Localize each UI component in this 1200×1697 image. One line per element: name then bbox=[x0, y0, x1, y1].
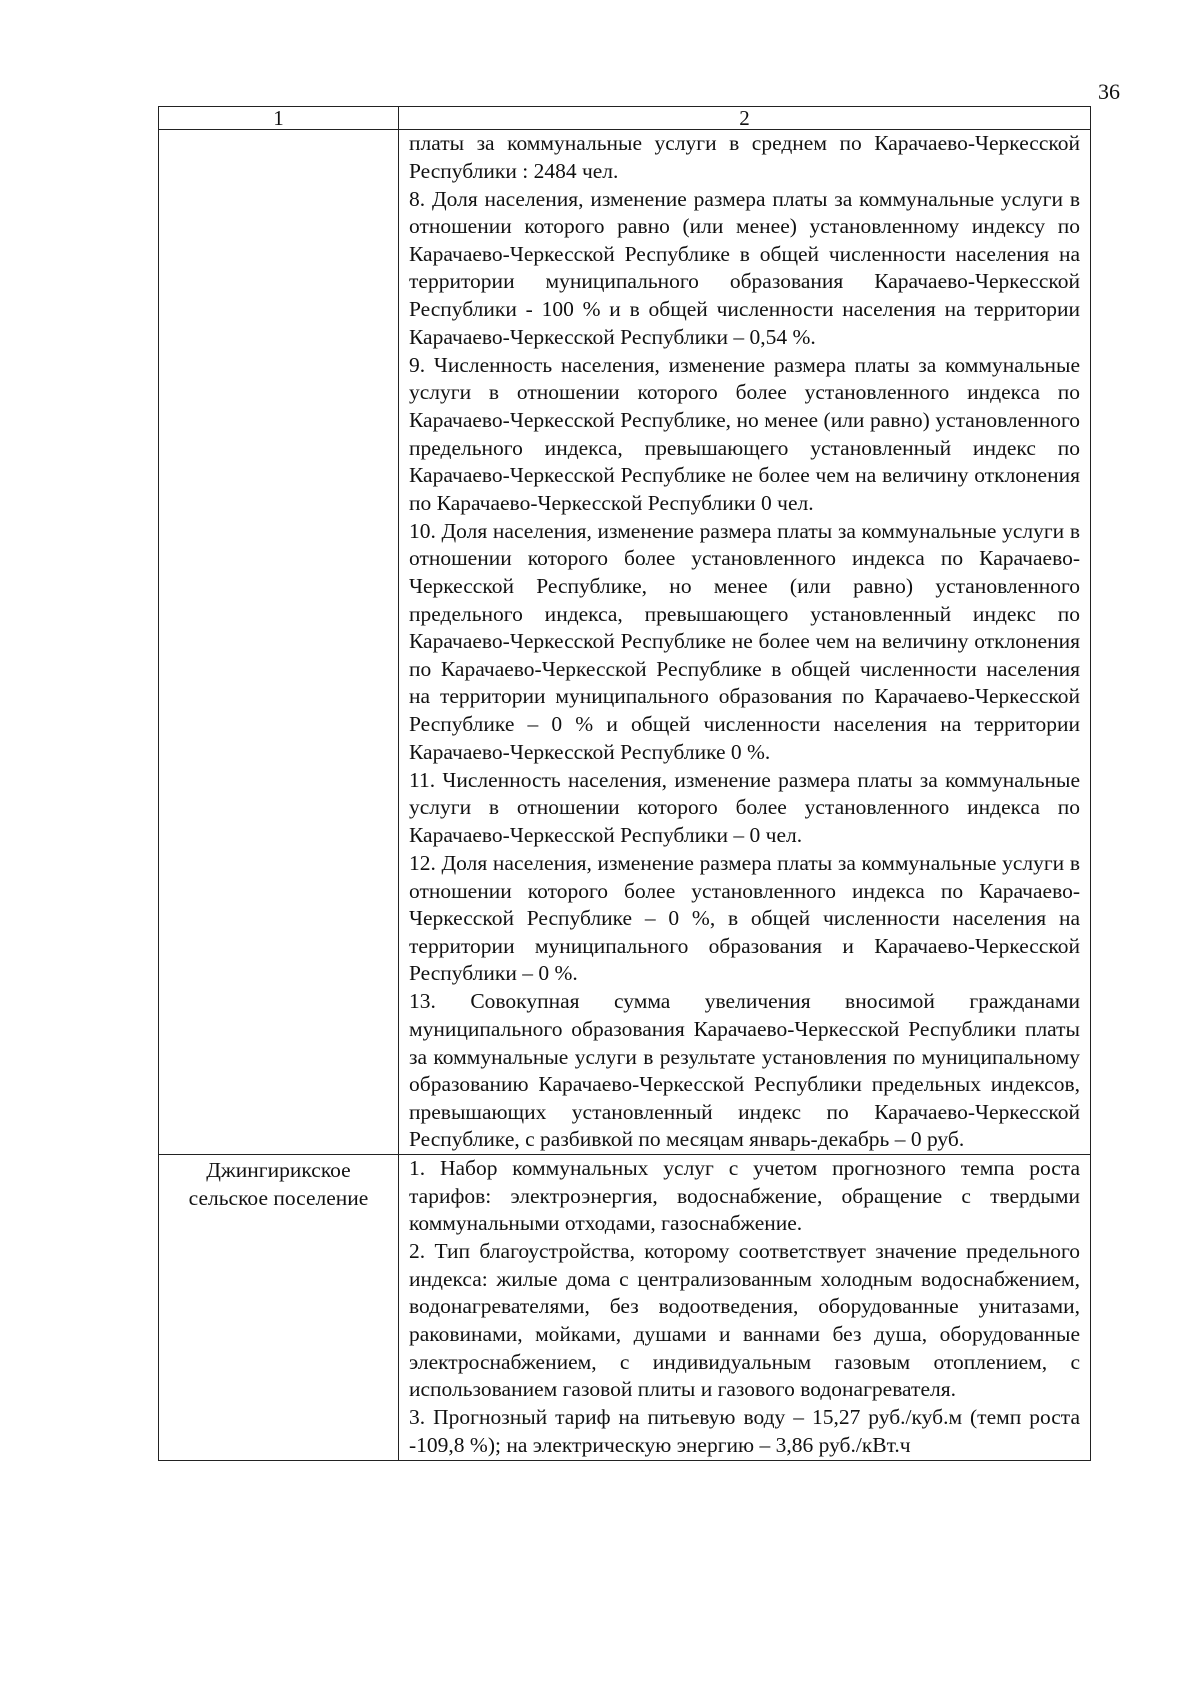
indicator-text-continued: платы за коммунальные услуги в среднем по Карачаево-Черкесской Республики : 2484 чел. bbox=[409, 131, 1080, 183]
document-table bbox=[158, 106, 1091, 1461]
indicator-item-1: 1. Набор коммунальных услуг с учетом прогнозного темпа роста тарифов: электроэнергия, водоснабжение, обращение с твердыми коммунальными отходами, газоснабжение. bbox=[409, 1155, 1080, 1236]
indicators-cell bbox=[399, 1154, 1091, 1460]
indicator-item-10: 10. Доля населения, изменение размера платы за коммунальные услуги в отношении которого более установленного индекса по Карачаево-Черкесской Республике, но менее (или равно) установленного предельного индекса, превышающего установленный индекс по Карачаево-Черкесской Республике не более чем на величину отклонения по Карачаево-Черкесской Республике в общей численности населения на территории муниципального образования по Карачаево-Черкесской Республике – 0 % и общей численности населения на территории Карачаево-Черкесской Республике 0 %. bbox=[409, 518, 1080, 764]
municipality-cell bbox=[159, 130, 399, 1155]
indicator-item-13: 13. Совокупная сумма увеличения вносимой гражданами муниципального образования Карачаево-Черкесской Республики платы за коммунальные услуги в результате установления по муниципальному образованию Карачаево-Черкесской Республики предельных индексов, превышающих установленный индекс по Карачаево-Черкесской Республике, с разбивкой по месяцам январь-декабрь – 0 руб. bbox=[409, 989, 1080, 1152]
indicator-item-8: 8. Доля населения, изменение размера платы за коммунальные услуги в отношении которого равно (или менее) установленному индексу по Карачаево-Черкесской Республике в общей численности населения на территории муниципального образования Карачаево-Черкесской Республики - 100 % и в общей численности населения на территории Карачаево-Черкесской Республики – 0,54 %. bbox=[409, 186, 1080, 349]
municipality-cell bbox=[159, 1154, 399, 1460]
municipality-name-line-2: сельское поселение bbox=[188, 1185, 369, 1210]
indicator-item-2: 2. Тип благоустройства, которому соответствует значение предельного индекса: жилые дома с централизованным холодным водоснабжением, водонагревателями, без водоотведения, оборудованные унитазами, раковинами, мойками, душами и ваннами без душа, оборудованные электроснабжением, с индивидуальным газовым отоплением, с использованием газовой плиты и газового водонагревателя. bbox=[409, 1239, 1080, 1402]
municipality-name-line-1: Джингирикское bbox=[206, 1157, 351, 1182]
table-header-row bbox=[159, 107, 1091, 130]
indicator-item-3: 3. Прогнозный тариф на питьевую воду – 15,27 руб./куб.м (темп роста -109,8 %); на электрическую энергию – 3,86 руб./кВт.ч bbox=[409, 1405, 1080, 1457]
column-header-2: 2 bbox=[399, 107, 1091, 130]
indicator-item-11: 11. Численность населения, изменение размера платы за коммунальные услуги в отношении которого более установленного индекса по Карачаево-Черкесской Республики – 0 чел. bbox=[409, 767, 1080, 847]
indicator-item-9: 9. Численность населения, изменение размера платы за коммунальные услуги в отношении которого более установленного индекса по Карачаево-Черкесской Республике, но менее (или равно) установленного предельного индекса, превышающего установленный индекс по Карачаево-Черкесской Республике не более чем на величину отклонения по Карачаево-Черкесской Республики 0 чел. bbox=[409, 352, 1080, 515]
page-number: 36 bbox=[1098, 79, 1120, 104]
table-row bbox=[159, 1154, 1091, 1460]
indicator-item-12: 12. Доля населения, изменение размера платы за коммунальные услуги в отношении которого более установленного индекса по Карачаево-Черкесской Республике – 0 %, в общей численности населения на территории муниципального образования и Карачаево-Черкесской Республики – 0 %. bbox=[409, 850, 1080, 986]
indicators-cell bbox=[399, 130, 1091, 1155]
table-row bbox=[159, 130, 1091, 1155]
column-header-1: 1 bbox=[159, 107, 399, 130]
